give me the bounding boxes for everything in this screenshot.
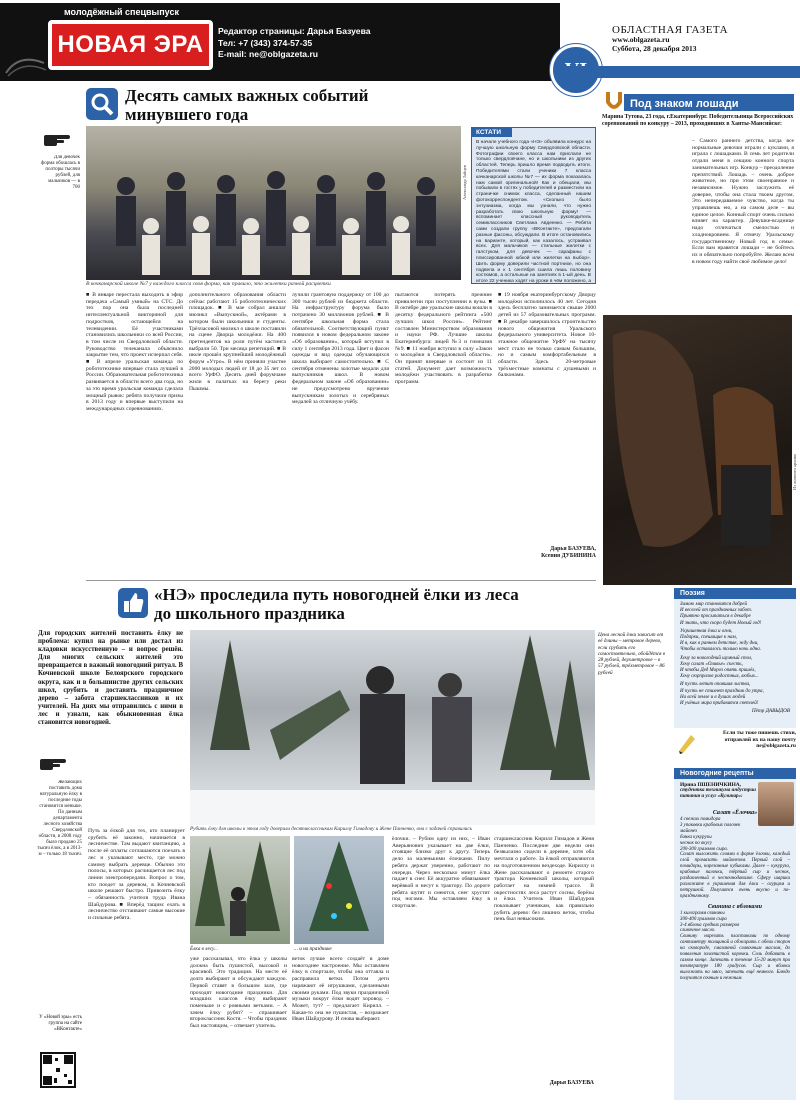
signature-line-1: Дарья БАЗУЕВА, <box>550 546 596 552</box>
poetry-stanza-4: И пусть летит опавшая листва, И пусть не стихнет праздник до утра, На всей земле и в душах людей И учёных мира прибавится светлей! <box>680 682 764 707</box>
email-line[interactable]: E-mail: ne@oblgazeta.ru <box>218 49 319 59</box>
tree-price-note: Цена лесной ёлки зависит от её длины – метровое дерево, если срубить его самостоятельно, обойдётся в 28 рублей, двухметровое – в 57 рублей, трёхметровое – 86 рублей <box>598 632 666 676</box>
kstati-box <box>471 127 596 284</box>
article1-col-5: ■ 19 ноября екатеринбургскому Дворцу молодёжи исполнилось 40 лет. Сегодня здесь бесплатно занимается свыше 2000 детей из 57 образовательных программ. ■ В декабре завершилось строительство нового общежития Уральского федерального университета. Новое 10-этажное общежитие УрФУ на тысячу мест стало не только самым большим, но и самым комфортабельным в области. Здесь 20-метровые трёхместные комнаты с душевыми и балконами. <box>498 292 596 379</box>
horseshoe-icon <box>604 88 624 112</box>
cap-on-holiday: ... и на празднике <box>294 946 332 952</box>
brand-title: НОВАЯ ЭРА <box>57 31 204 58</box>
recipes-panel <box>674 768 796 1100</box>
article2-signature: Дарья БАЗУЕВА <box>549 1080 594 1086</box>
poetry-stanza-3: Хочу за новогодний шумный стол, Хочу салат «Оливье» съесть, И чтобы Дед Мороз опять пришёл, Хочу сюрпризов радостных, любых... <box>680 655 759 680</box>
article2-col-5: ёлочки. – Рубим одну из них, – Иван Аверьянович указывает на две ёлки, стоящие близко друг к другу. Теперь дело за маленькими ёлочками. Пилу ребята держат уверенно, работают по очереди. Через несколько минут ёлка падает в снег. Её аккуратно обвязывают верёвкой и несут к трактору. По дороге ребята шутят и смеются, снег хрустит под ногами. Мы оставляем ёлку в спортзале. <box>392 836 490 910</box>
forest-main-photo <box>190 630 595 825</box>
horse-rider-photo <box>603 315 792 585</box>
article1-col-4: пытаются потерять прежние привилегии при поступлении в вузы. ■ В октябре две уральские школы вошли в десятку федерального рейтинга «500 лучших школ России». Рейтинг составлен Министерством образования и науки РФ. Лучшие школы Екатеринбурга: лицей №3 и гимназия №9. ■ 11 ноября вступил в силу «Закон о молодёжи в Свердловской области». Он принят впервые и состоит из 11 статей. Документ дает возможность молодёжи участвовать в разработке программ. <box>395 292 492 386</box>
pen-icon <box>676 732 698 754</box>
hand-pointer-icon <box>42 128 72 150</box>
kstati-text: В начале учебного года «НЭ» объявила конкурс на лучшую школьную форму Свердловской области. Фотографии своего класса нам прислали не только свердловчане, но и школьники из других областей. Теперь пришло время подводить итоги. Победителями стали ученики 7 класса качканарской школы №7 — их форма показалась нам самой оригинальной! Как и обещали, мы побывали в гостях у победителей и разместили на страничке снимок класса, сделанный нашим фотокорреспондентом. «Сколько было энтузиазма, когда мы узнали, что нужно разработать свою школьную форму! — вспоминает классный руководитель семиклассников Светлана Авдеенко. — Ребята сами создали группу «ВКонтакте», предлагали разные фасоны, обсуждали. В итоге остановились на варианте, который, как казалось, устраивал всех. Для мальчиков — стильные жилетки с галстуком, для девочек — сарафаны с плиссированной юбкой или жилетки на выбор». Шить форму доверили частной портнихе, но она подвела и к 1 сентября сшила лишь половину костюмов, а остальные на занятиях в 1-ый день. В итоге 22 ученика ходят на уроки в чём положено, а <box>476 140 591 285</box>
recipe-author-photo <box>758 782 794 826</box>
horse-title-bar <box>624 94 794 111</box>
section-divider <box>86 580 596 581</box>
paper-date: Суббота, 28 декабря 2013 <box>612 44 697 53</box>
photo1-credit: Александр Зайцев <box>462 165 467 200</box>
cap-tree-in-forest: Ёлка в лесу... <box>190 946 218 952</box>
qr-code[interactable] <box>40 1052 76 1088</box>
article1-title <box>125 86 465 124</box>
article1-signature <box>498 546 596 560</box>
article2-col-3: уже рассказывал, что ёлка у школы должна быть пушистой, высокой и красивой. Это традиция. На месте её долго выбирают и обсуждают каждую. Первой ставят в большом зале, где проходят новогодние праздники. Для младших классов ёлку выбирают поменьше и с ровными ветками. – А зачем ёлку рубят? – спрашивает второклассник Костя. – Чтобы праздник был настоящим, – отвечает учитель. <box>190 956 287 1030</box>
recipe2-text: 1 килограмм свинины 300-400 граммов сыра 3-4 яблока средних размеров сливочное масло. Свинину нарезать пластинами по одному сантиметру толщиной и обжарить с обеих сторон на сковороде, смазанной сливочным маслом, до появления золотистой корочки. Соль добавить в самом конце. Запекать в течение 15-20 минут при температуре 180 градусов. Сыр и яблоки выложить на мясо, запекать ещё немного. Блюдо получится сочным и нежным. <box>680 910 790 981</box>
article1-columns <box>86 292 596 562</box>
paper-info <box>612 26 797 53</box>
article2-title-line2: до школьного праздника <box>154 604 345 623</box>
phone-line: Тел: +7 (343) 374-57-35 <box>218 37 313 48</box>
horse-lead: Марина Тутова, 23 года, г.Екатеринбург. Победительница Всероссийских соревнований по конкуру – 2013, проходивших в Ханты-Мансийске: <box>602 114 794 127</box>
qr-note: У «Новой эры» есть группа на сайте «ВКонтакте» <box>39 1015 82 1032</box>
supplement-tag: молодёжный спецвыпуск <box>64 7 179 17</box>
brand-logo <box>48 20 213 70</box>
paper-site[interactable]: www.oblgazeta.ru <box>612 35 670 44</box>
blue-rule <box>560 66 800 78</box>
photo1-caption: В кочканарской школе №7 у каждого класса своя форма, как правило, это жилетки разной расцветки <box>86 281 331 287</box>
horse-quote: – Самого раннего детства, когда все нормальные девочки играли с куклами, я играла с лошадками. В семь лет родители отдали меня в секцию конного спорта занимательных игр. Конкур – преодоление препятствий. Лошадь – очень доброе животное, но при этом своенравное и независимое. Нужно заслужить её доверие, чтобы она стала твоим другом. Это непередаваемое чувство, когда ты управляешь ею, а на самом деле – вы единое целое. Конный спорт очень сильно влияет на характер. Девушке-всаднице надо отличаться смелостью и хладнокровием. Я отмечу Уральскому государственному Новый год в семье. Если вам нравятся лошади – не бойтесь их и обязательно попробуйте. Желаю всем в новом году найти своё любимое дело! <box>692 138 794 265</box>
swirl-decoration <box>4 48 48 78</box>
horse-title: Под знаком лошади <box>630 98 739 110</box>
article1-title-line2: минувшего года <box>125 105 249 124</box>
recipe1-text: 4 свежих помидора 3 упаковки крабовых палочек майонез банка кукурузы чеснок по вкусу 200-300 граммов сыра. Салат выложить слоями в форме ёлочки, каждый слой промазать майонезом. Первый слой – помидоры, нарезанные кубиками. Далее – кукуруза, крабовые палочки, тёртый сыр и чеснок, раздавленный в чесночнодавилке. Сферу шарики разложите в украшения для ёлки – огурцом и петрушкой. Получится очень вкусно и по-праздничному. <box>680 817 790 899</box>
recipe2-title: Свинина с яблоками <box>707 903 763 910</box>
recipe-author-desc: студентка техникума индустрии питания и услуг «Кулинар»: <box>680 788 756 799</box>
article2-col-6: старшеклассник Кирилл Гимадов и Женя Панченко. Последние две недели они безвылазно сидели в деревне, хотя оба мечтали о работе. За ёлкой отправляются на подготовленном вездеходе. Кириллу и Жене рассказывают о ремонте старого трактора Кочневской школы, который работает на зимней трассе. В окрестностях леса растут сосны, берёзы и ёлки. Учитель Иван Шайдуров показывает ученикам, как правильно рубить дерево: без лишних веток, чтобы пень был невысоким. <box>494 836 594 923</box>
poetry-panel <box>674 588 796 728</box>
article1-col-2: дополнительного образования области сейчас работают 15 робототехнических площадок. ■ В мае собрал аншлаг мюзикл «Выпускной», актёрами в котором были школьники и студенты. Трёхчасовой мюзикл о школе поставили на сцене Дворца молодёжи. На 400 претендентов на роли путём кастинга выбрали 50. Три месяца репетиций. ■ В июле прошёл крупнейший молодёжный форум «Утро». В нём приняли участие 2000 молодых людей от 18 до 35 лет со всего УрФО. Десять дней форумчане жили в палатках на берегу реки Пышмы. <box>189 292 286 392</box>
article2-col-1: Путь за ёлкой для тех, кто планирует срубить её законно, начинается в лесничестве. Там выдают квитанцию, а после её оплаты соглашаются поехать в лес и указывают место, где можно самому выбрать деревце. Обычно это полосы, в которых расчищается лес под линии электропередачи. Вопрос о том, кто поедет за деревом, в Кочневской школе решают быстро. Привозить ёлку – обязанность учителя труда Ивана Шайдурова. ■ Вперёд тащим: ехать в лесничество отстаивают самые высокие и сильные ребята. <box>88 828 185 922</box>
editor-contacts <box>218 26 438 61</box>
poetry-header: Поэзия <box>674 588 796 599</box>
forest-photo-2 <box>190 836 290 944</box>
editor-line: Редактор страницы: Дарья Базуева <box>218 26 371 36</box>
school-uniform-photo <box>86 126 461 280</box>
signature-line-2: Ксения ДУБИНИНА <box>541 553 596 559</box>
recipes-header: Новогодние рецепты <box>674 768 796 779</box>
forest-photo-3 <box>294 836 384 944</box>
tree-price-block <box>598 632 666 676</box>
forest-photo-caption: Рубить ёлку для школы в этом году доверили десятиклассникам Кириллу Гимадову и Жене Панченко, она с задачей справились <box>190 826 473 832</box>
article1-side-note: Для девочек форма обошлась в полторы тысячи рублей, для мальчиков — в 700 <box>41 155 80 190</box>
poetry-author: Пётр ДАВЫДОВ <box>751 708 790 715</box>
poetry-invite: Если ты тоже пишешь стихи, отправляй их на нашу почту ne@oblgazeta.ru <box>722 730 796 750</box>
thumbs-up-icon <box>118 588 148 618</box>
article1-title-line1: Десять самых важных событий <box>125 86 369 105</box>
poetry-stanza-1: Зимою мир становится добрей И веселей от праздничных забот. Приятно просыпаться в декабре И знать, что скоро будет Новый год! <box>680 602 762 626</box>
horse-photo-credit: Из личного архива <box>792 454 797 490</box>
article1-col-1: ■ В январе перестала выходить в эфир передача «Самый умный» на СТС. До тех пор она была последней интеллектуальной викториной для подростков, остающейся на телевидении. Её участниками становились школьники со всей России, в том числе из Свердловской области. Руководство телеканала объяснило закрытие тем, что проект исчерпал себя. ■ В апреле уральская команда по робототехнике впервые стала лучшей в России. Образовательная робототехника развивается в области всего два года, но за это время уральская команда сделала мощный рывок: ребята получили призы в 2013 году и впервые выступили на международных соревнованиях. <box>86 292 183 412</box>
article2-title <box>154 585 604 623</box>
article2-title-line1: «НЭ» проследила путь новогодней ёлки из леса <box>154 585 519 604</box>
hand-pointer-icon-2 <box>38 752 68 774</box>
recipe-author-name: Ирина ПШЕНИЧКИНА, <box>680 782 742 788</box>
poetry-stanza-2: Украшенная ёлка и огни, Подарки, спешащие к нам, И я, как в раннем детстве, жду дни, Чтобы оставалось только ночь одна. <box>680 628 761 653</box>
recipe1-title: Салат «Ёлочка» <box>712 810 758 816</box>
magnifier-icon <box>86 88 118 120</box>
article2-lead: Для городских жителей поставить ёлку не проблема: купил на рынке или достал из кладовки искусственную – и вопрос решён. Для многих сельских жителей это превращается в важный новогодний ритуал. В Кочневской школе Белоярского городского округа, как и в большинстве других сельских школ, срубить и доставить праздничное дерево – забота старшеклассников и их учителей. На днях мы отправились с ними в лес и узнали, как обыкновенная ёлка становится новогодней. <box>38 630 183 727</box>
masthead <box>0 0 800 82</box>
kstati-label: КСТАТИ <box>472 128 512 137</box>
paper-name: ОБЛАСТНАЯ ГАЗЕТА <box>612 24 729 36</box>
article1-col-3: лучили грантовую поддержку от 100 до 300 тысяч рублей из бюджета области. На инфраструктуру форума было потрачено 30 миллионов рублей. ■ В сентябре школьная форма стала обязательной. Соответствующий пункт появился в новом федеральном законе «Об образовании», который вступил в силу 1 сентября 2013 года. Цвет и фасон одежды и вид одежды обучающихся школа выбирает самостоятельно. ■ С сентября отменены золотые медали для выпускников школ. В новом федеральном законе «Об образовании» не предусмотрено вручение выпускникам золотых и серебряных медалей за отличную учёбу. <box>292 292 389 406</box>
article2-side-note: Желающих поставить дома натуральную ёлку в последние годы становится меньше. По данным департамента лесного хозяйства Свердловской области, в 2008 году было продано 25 тысяч ёлок, а в 2013-м – только 18 тысяч. <box>37 780 82 857</box>
article2-col-4: веток лучше всего создаёт в доме новогоднее настроение. Мы оставляем ёлку в спортзале, чтобы она оттаяла и расправила ветки. Потом дети наряжают её игрушками, сделанными своими руками. Под звуки праздничной музыки вокруг ёлки водят хоровод. – Может, тут? – предлагает Кирилл. – Какая-то она не пушистая, – возражает Иван Шайдурову. И снова выбирают. <box>292 956 389 1023</box>
